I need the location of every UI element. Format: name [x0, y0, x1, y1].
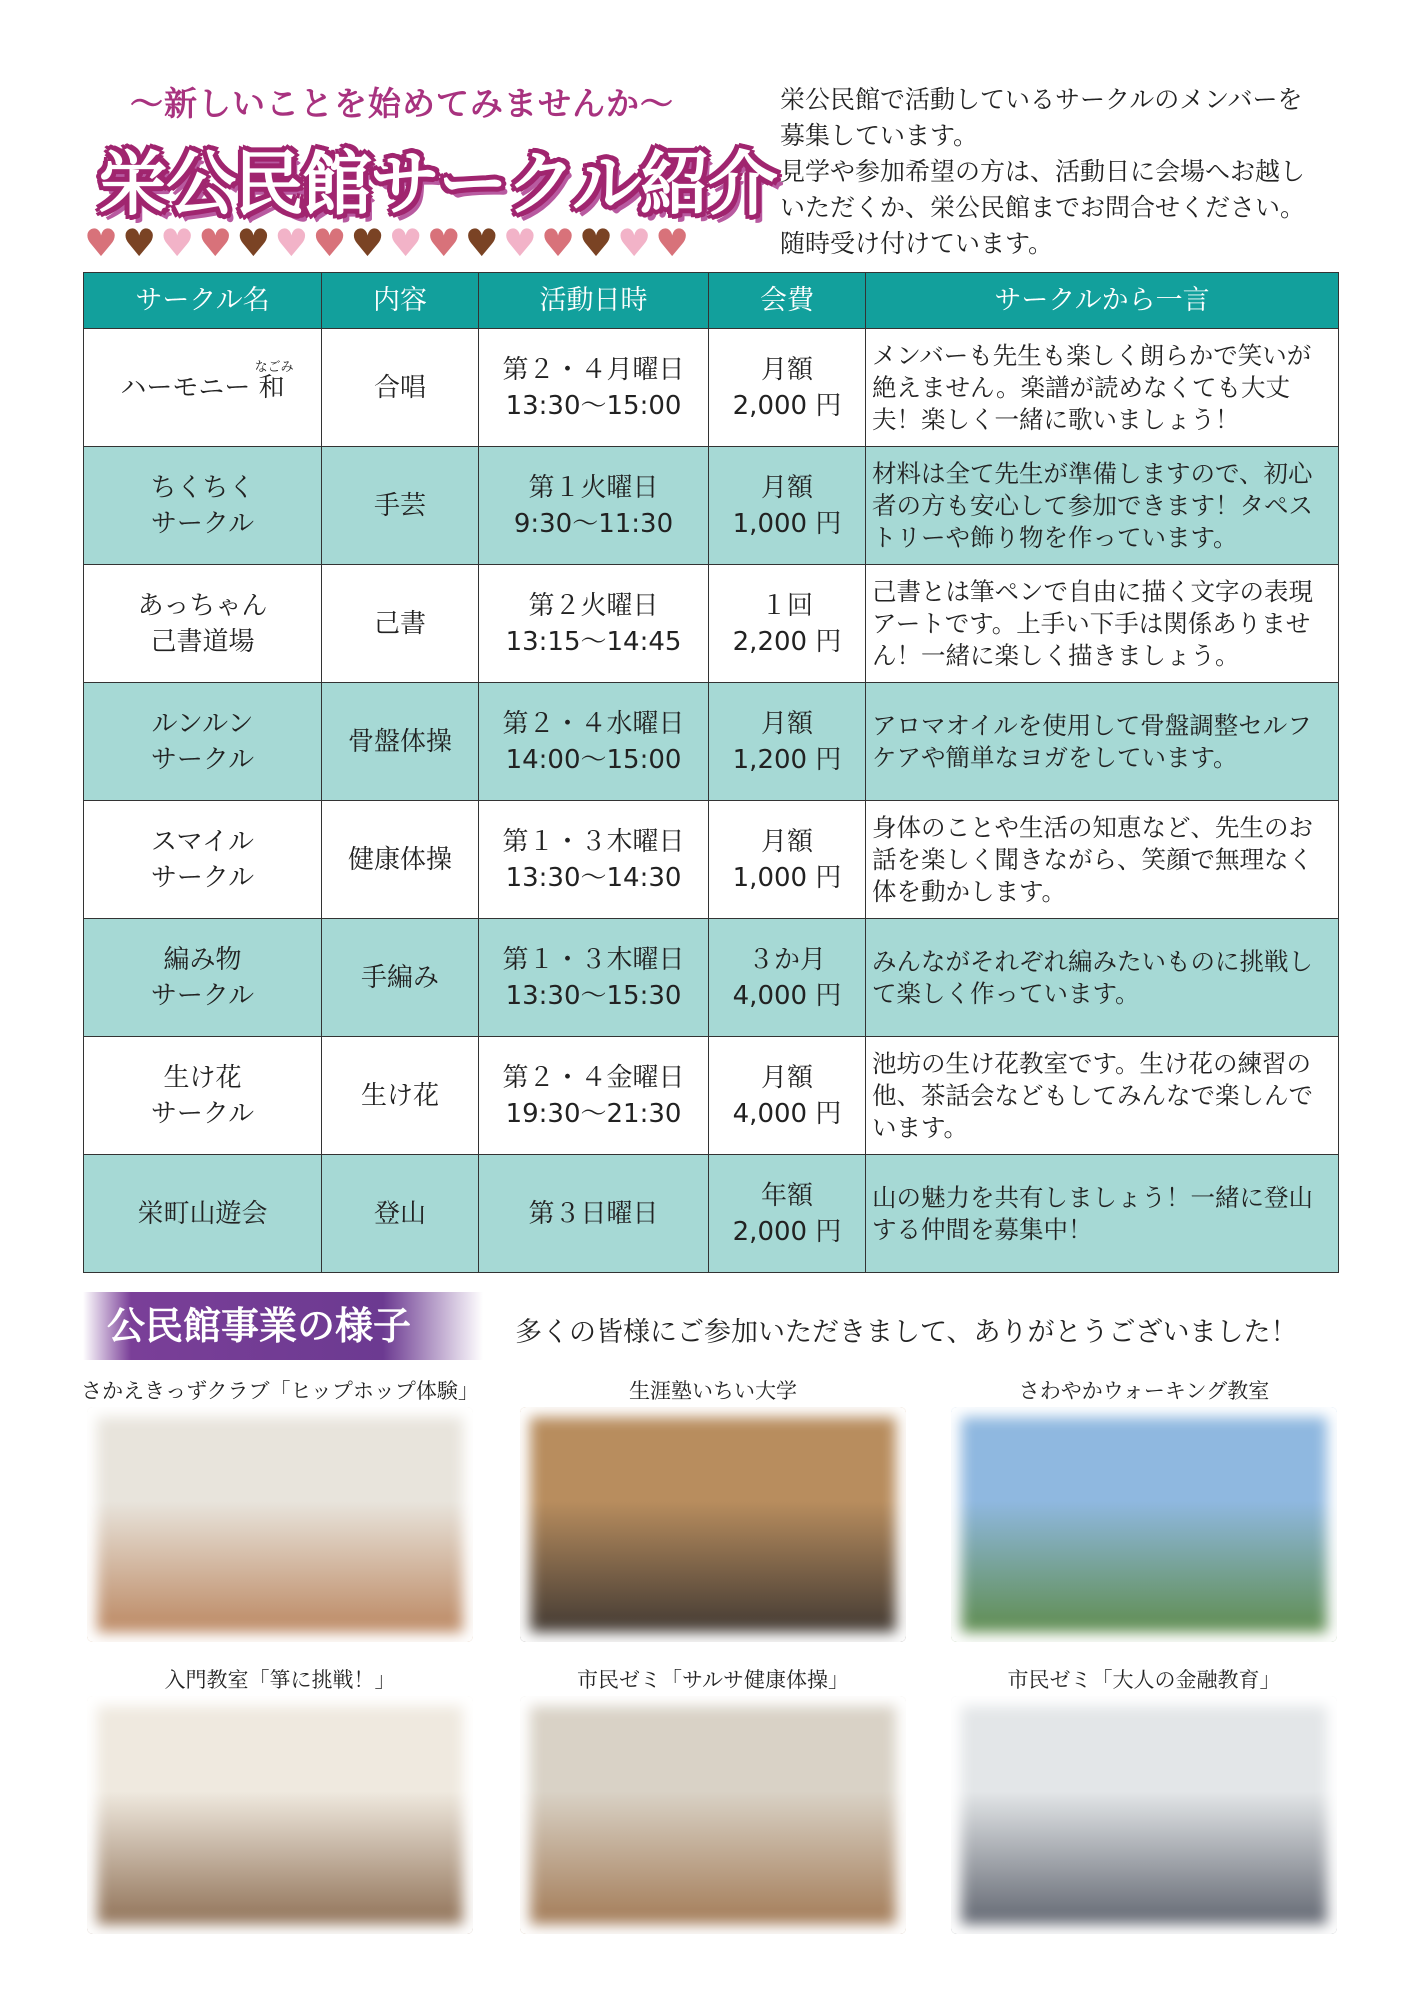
circle-message: 池坊の生け花教室です。生け花の練習の他、茶話会などもしてみんなで楽しんでいます。	[866, 1037, 1339, 1155]
heart-icon: ♥	[350, 221, 385, 265]
circle-schedule	[479, 683, 709, 801]
circle-schedule-line: 第３日曜日	[528, 1198, 659, 1229]
circle-schedule-line: 9:30〜11:30	[513, 508, 674, 539]
circle-fee-line: 2,200 円	[732, 626, 842, 657]
circle-schedule-line: 14:00〜15:00	[505, 744, 682, 775]
circle-fee-line: 1,000 円	[732, 862, 842, 893]
photo-caption: 市民ゼミ「サルサ健康体操」	[577, 1668, 849, 1692]
circle-fee-line: 4,000 円	[732, 1098, 842, 1129]
circle-schedule-line: 13:15〜14:45	[505, 626, 682, 657]
heart-icon: ♥	[198, 221, 233, 265]
circle-fee	[709, 329, 866, 447]
photo-caption: 入門教室「箏に挑戦！」	[164, 1668, 396, 1692]
table-row	[84, 1155, 1339, 1273]
circle-content: 骨盤体操	[322, 683, 479, 801]
circle-fee-line: 4,000 円	[732, 980, 842, 1011]
circle-name-line: サークル	[150, 508, 255, 539]
heart-icon: ♥	[312, 221, 347, 265]
heart-icon: ♥	[236, 221, 271, 265]
circle-fee	[709, 801, 866, 919]
circle-schedule	[479, 1155, 709, 1273]
circle-schedule-line: 第２・４水曜日	[502, 708, 685, 739]
circle-name-line: あっちゃん	[137, 590, 268, 621]
circle-schedule	[479, 565, 709, 683]
circle-schedule	[479, 919, 709, 1037]
circle-content: 登山	[322, 1155, 479, 1273]
subtitle: 〜新しいことを始めてみませんか〜	[130, 84, 674, 123]
heart-icon: ♥	[617, 221, 652, 265]
table-row	[84, 329, 1339, 447]
heart-icon: ♥	[122, 221, 157, 265]
circle-message: メンバーも先生も楽しく朗らかで笑いが絶えません。楽譜が読めなくても大丈夫！楽しく一緒に歌いましょう！	[866, 329, 1339, 447]
circle-message: みんながそれぞれ編みたいものに挑戦して楽しく作っています。	[866, 919, 1339, 1037]
table-row	[84, 919, 1339, 1037]
intro-line: 見学や参加希望の方は、活動日に会場へお越し	[780, 157, 1306, 186]
circle-name	[84, 801, 322, 919]
circle-name-line: 栄町山遊会	[137, 1198, 268, 1229]
circle-name-line: サークル	[150, 744, 255, 775]
circle-name-line: サークル	[150, 862, 255, 893]
col-header: サークル名	[84, 273, 322, 329]
heart-icon: ♥	[464, 221, 499, 265]
col-header: 活動日時	[479, 273, 709, 329]
intro-line: いただくか、栄公民館までお問合せください。	[780, 193, 1306, 222]
circle-fee	[709, 1155, 866, 1273]
heart-icon: ♥	[388, 221, 423, 265]
circle-schedule-line: 第１・３木曜日	[502, 944, 685, 975]
circle-schedule-line: 第２火曜日	[528, 590, 659, 621]
circle-fee	[709, 1037, 866, 1155]
circle-schedule-line: 19:30〜21:30	[505, 1098, 682, 1129]
heart-icon: ♥	[274, 221, 309, 265]
heart-icon: ♥	[540, 221, 576, 265]
heart-icon: ♥	[160, 221, 195, 265]
circle-message: 身体のことや生活の知恵など、先生のお話を楽しく聞きながら、笑顔で無理なく体を動かします。	[866, 801, 1339, 919]
circle-schedule	[479, 1037, 709, 1155]
intro-line: 栄公民館で活動しているサークルのメンバーを	[780, 85, 1303, 114]
circle-fee-line: 1,000 円	[732, 508, 842, 539]
circle-fee-line: 月額	[760, 826, 813, 857]
circle-name	[84, 447, 322, 565]
table-row	[84, 1037, 1339, 1155]
circle-fee-line: ３か月	[747, 944, 826, 975]
circle-name-line: サークル	[150, 1098, 255, 1129]
circle-schedule-line: 13:30〜15:30	[505, 980, 682, 1011]
table-row	[84, 565, 1339, 683]
photo-caption: さわやかウォーキング教室	[1018, 1379, 1270, 1403]
circle-fee	[709, 919, 866, 1037]
circle-schedule-line: 第１・３木曜日	[502, 826, 685, 857]
photo-caption: さかえきっずクラブ「ヒップホップ体験」	[81, 1379, 479, 1403]
section-title: 公民館事業の様子	[83, 1292, 483, 1360]
circle-name-line: スマイル	[151, 826, 254, 857]
circle-fee-line: 月額	[760, 354, 813, 385]
intro-text	[780, 82, 1340, 262]
circle-message: 山の魅力を共有しましょう！一緒に登山する仲間を募集中！	[866, 1155, 1339, 1273]
circle-name	[84, 565, 322, 683]
circle-fee-line: １回	[760, 590, 813, 621]
circle-schedule-line: 13:30〜14:30	[505, 862, 682, 893]
photo-caption: 生涯塾いちい大学	[629, 1379, 797, 1403]
event-photo	[520, 1696, 906, 1934]
circle-name-line: ハーモニー 和 なごみ	[84, 370, 321, 406]
circle-name-line: ちくちく	[150, 472, 255, 503]
table-row	[84, 447, 1339, 565]
heart-icon: ♥	[655, 221, 690, 265]
circle-schedule-line: 第２・４金曜日	[502, 1062, 685, 1093]
circle-fee-line: 月額	[760, 472, 813, 503]
circle-content: 健康体操	[322, 801, 479, 919]
circle-name-line: 編み物	[163, 944, 242, 975]
circle-fee-line: 月額	[760, 708, 813, 739]
event-photo	[87, 1407, 473, 1642]
circle-name-line: 己書道場	[150, 626, 255, 657]
circle-fee-line: 年額	[760, 1180, 813, 1211]
circle-fee-line: 1,200 円	[732, 744, 842, 775]
circle-fee-line: 月額	[760, 1062, 813, 1093]
circle-schedule	[479, 329, 709, 447]
col-header: 会費	[709, 273, 866, 329]
circle-message: 材料は全て先生が準備しますので、初心者の方も安心して参加できます！タペストリーや飾り物を作っています。	[866, 447, 1339, 565]
heart-icon: ♥	[426, 221, 461, 265]
circle-content: 己書	[322, 565, 479, 683]
circle-content: 合唱	[322, 329, 479, 447]
thanks-text: 多くの皆様にご参加いただきまして、ありがとうございました！	[515, 1317, 1298, 1348]
circle-name	[84, 329, 322, 447]
circle-name-line: ルンルン	[151, 708, 254, 739]
col-header: 内容	[322, 273, 479, 329]
circle-name	[84, 683, 322, 801]
intro-line: 随時受け付けています。	[780, 229, 1054, 258]
circle-name	[84, 1155, 322, 1273]
circle-table	[83, 272, 1339, 1273]
event-photo	[87, 1696, 473, 1934]
heart-icon: ♥	[84, 221, 119, 265]
circle-name-line: サークル	[150, 980, 255, 1011]
circle-content: 手編み	[322, 919, 479, 1037]
heart-icon: ♥	[502, 221, 537, 265]
event-photo	[951, 1696, 1337, 1934]
circle-content: 生け花	[322, 1037, 479, 1155]
event-photo	[951, 1407, 1337, 1642]
photo-caption: 市民ゼミ「大人の金融教育」	[1007, 1668, 1281, 1692]
circle-fee	[709, 565, 866, 683]
col-header: サークルから一言	[866, 273, 1339, 329]
event-photo	[520, 1407, 906, 1642]
ruby-text: なごみ	[254, 359, 294, 375]
circle-name	[84, 1037, 322, 1155]
table-row	[84, 683, 1339, 801]
circle-schedule	[479, 447, 709, 565]
circle-message: アロマオイルを使用して骨盤調整セルフケアや簡単なヨガをしています。	[866, 683, 1339, 801]
circle-name	[84, 919, 322, 1037]
circle-name-line: 生け花	[163, 1062, 242, 1093]
heart-decoration	[84, 221, 690, 265]
circle-content: 手芸	[322, 447, 479, 565]
circle-fee-line: 2,000 円	[732, 390, 842, 421]
intro-line: 募集しています。	[780, 121, 979, 150]
circle-schedule-line: 13:30〜15:00	[505, 390, 682, 421]
circle-message: 己書とは筆ペンで自由に描く文字の表現アートです。上手い下手は関係ありません！一緒に楽しく描きましょう。	[866, 565, 1339, 683]
circle-schedule	[479, 801, 709, 919]
table-row	[84, 801, 1339, 919]
circle-schedule-line: 第１火曜日	[528, 472, 659, 503]
circle-schedule-line: 第２・４月曜日	[502, 354, 685, 385]
circle-fee-line: 2,000 円	[732, 1216, 842, 1247]
page-title: 栄公民館サークル紹介	[98, 143, 776, 225]
circle-fee	[709, 683, 866, 801]
circle-fee	[709, 447, 866, 565]
heart-icon: ♥	[579, 221, 614, 265]
